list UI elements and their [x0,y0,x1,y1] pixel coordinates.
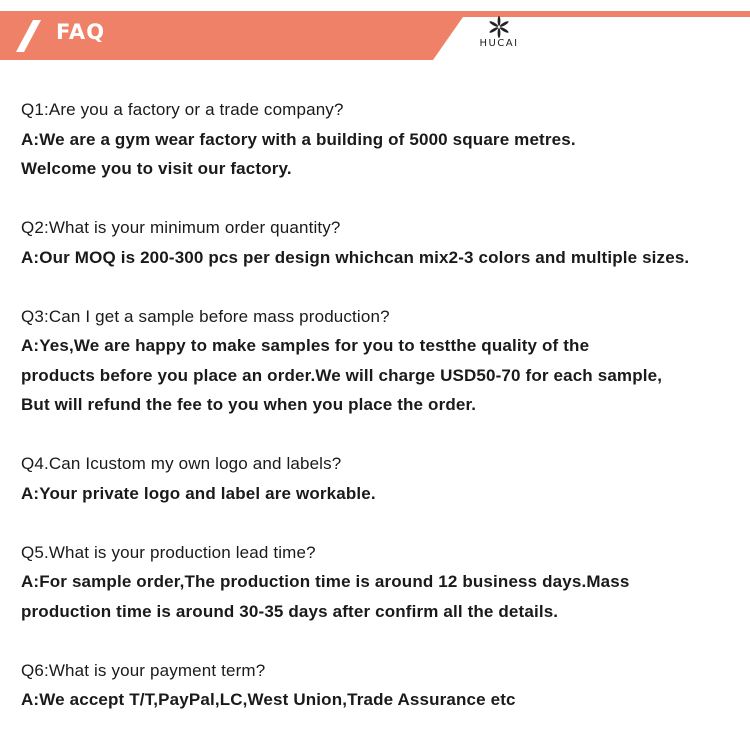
faq-question-4: Q4.Can Icustom my own logo and labels? [21,454,342,473]
faq-item-3 [21,302,741,420]
faq-item-5 [21,538,741,627]
logo-text: HUCAI [479,38,519,49]
faq-item-2 [21,213,741,272]
faq-list [21,95,741,744]
faq-item-6 [21,656,741,715]
faq-question-5: Q5.What is your production lead time? [21,542,316,562]
faq-question-6: Q6:What is your payment term? [21,660,266,680]
faq-answer-6-line-1: A:We accept T/T,PayPal,LC,West Union,Trade Assurance etc [21,690,516,709]
faq-item-4 [21,449,741,508]
faq-answer-3-line-2: products before you place an order.We will charge USD50-70 for each sample, [21,365,663,385]
hucai-logo [474,16,524,49]
header-orange-bar [0,11,750,60]
faq-question-3: Q3:Can I get a sample before mass production? [21,306,390,326]
faq-answer-1-line-1: A:We are a gym wear factory with a building of 5000 square metres. [21,129,576,149]
faq-answer-5-line-1: A:For sample order,The production time is around 12 business days.Mass [21,572,630,591]
header-banner [0,0,750,66]
faq-answer-2-line-1: A:Our MOQ is 200-300 pcs per design whichcan mix2-3 colors and multiple sizes. [21,247,690,267]
faq-answer-4-line-1: A:Your private logo and label are workable. [21,483,376,503]
faq-item-1 [21,95,741,184]
faq-answer-1-line-2: Welcome you to visit our factory. [21,159,292,178]
faq-question-1: Q1:Are you a factory or a trade company? [21,100,344,119]
faq-question-2: Q2:What is your minimum order quantity? [21,218,341,237]
faq-answer-3-line-3: But will refund the fee to you when you place the order. [21,395,477,414]
faq-answer-5-line-2: production time is around 30-35 days after confirm all the details. [21,601,559,621]
faq-header [0,0,750,66]
flower-star-icon [487,16,511,38]
faq-title: FAQ [56,20,106,44]
faq-answer-3-line-1: A:Yes,We are happy to make samples for you to testthe quality of the [21,336,590,355]
